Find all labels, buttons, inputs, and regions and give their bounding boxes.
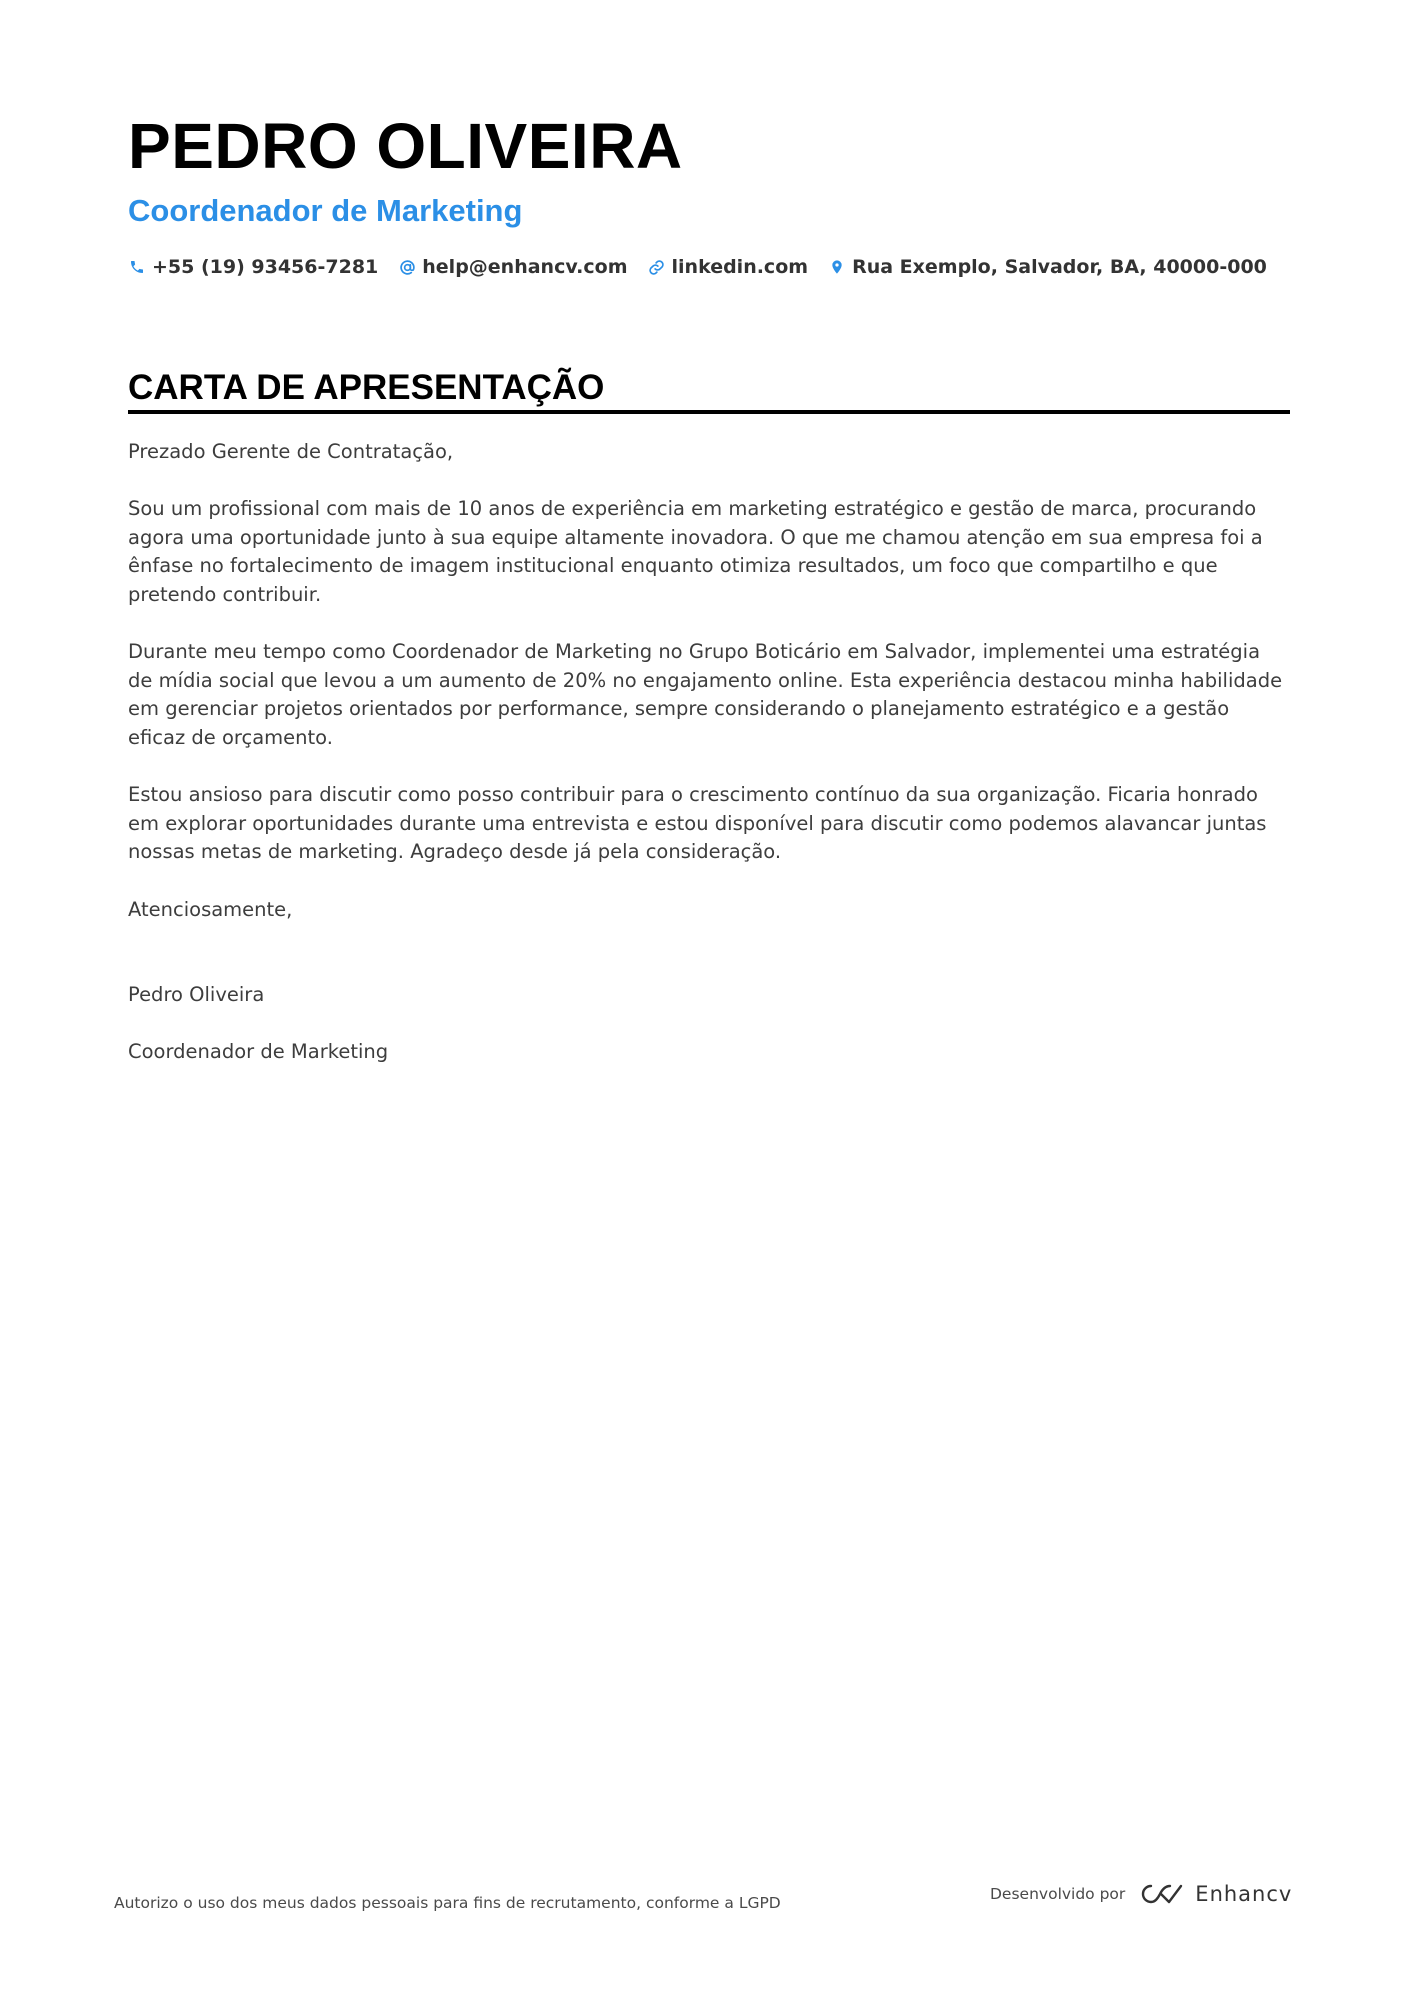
section-title: CARTA DE APRESENTAÇÃO (128, 368, 605, 407)
address: Rua Exemplo, Salvador, BA, 40000-000 (852, 256, 1267, 278)
letter-paragraph-1: Sou um profissional com mais de 10 anos de experiência em marketing estratégico e gestão de marca, procurando agora uma oportunidade junto à sua equipe altamente inovadora. O que me chamou atenção em sua empresa foi a ênfase no fortalecimento de imagem institucional enquanto otimiza resultados, um foco que compartilho e que pretendo contribuir. (128, 497, 1263, 606)
contact-linkedin (648, 254, 809, 280)
contact-email (398, 254, 627, 280)
letter-body (128, 438, 1290, 1095)
section-divider (128, 410, 1290, 414)
letter-paragraph-2: Durante meu tempo como Coordenador de Marketing no Grupo Boticário em Salvador, implementei uma estratégia de mídia social que levou a um aumento de 20% no engajamento online. Esta experiência destacou minha habilidade em gerenciar projetos orientados por performance, sempre considerando o planejamento estratégico e a gestão eficaz de orçamento. (128, 640, 1283, 749)
letter-greeting: Prezado Gerente de Contratação, (128, 440, 454, 463)
contact-address (828, 254, 1267, 280)
email-address[interactable]: help@enhancv.com (422, 256, 628, 278)
enhancv-logo-icon (1137, 1880, 1185, 1908)
letter-paragraph-3: Estou ansioso para discutir como posso contribuir para o crescimento contínuo da sua organização. Ficaria honrado em explorar oportunidades durante uma entrevista e estou disponível para discutir como podemos alavancar juntas nossas metas de marketing. Agradeço desde já pela consideração. (128, 783, 1267, 864)
candidate-job-title: Coordenador de Marketing (128, 193, 523, 228)
consent-note: Autorizo o uso dos meus dados pessoais para fins de recrutamento, conforme a LGPD (114, 1894, 781, 1912)
candidate-name: PEDRO OLIVEIRA (128, 110, 683, 182)
at-icon (398, 258, 416, 276)
powered-by (990, 1880, 1292, 1908)
brand-name[interactable]: Enhancv (1195, 1882, 1293, 1906)
linkedin-link[interactable]: linkedin.com (671, 256, 809, 278)
phone-number: +55 (19) 93456-7281 (152, 256, 379, 278)
contact-phone (128, 254, 378, 280)
signature-name: Pedro Oliveira (128, 983, 265, 1007)
powered-by-label: Desenvolvido por (990, 1885, 1126, 1903)
location-pin-icon (828, 258, 846, 276)
contact-info (128, 254, 1287, 280)
signature-title: Coordenador de Marketing (128, 1040, 389, 1064)
phone-icon (128, 258, 146, 276)
link-icon (648, 258, 666, 276)
letter-closing: Atenciosamente, (128, 897, 293, 921)
